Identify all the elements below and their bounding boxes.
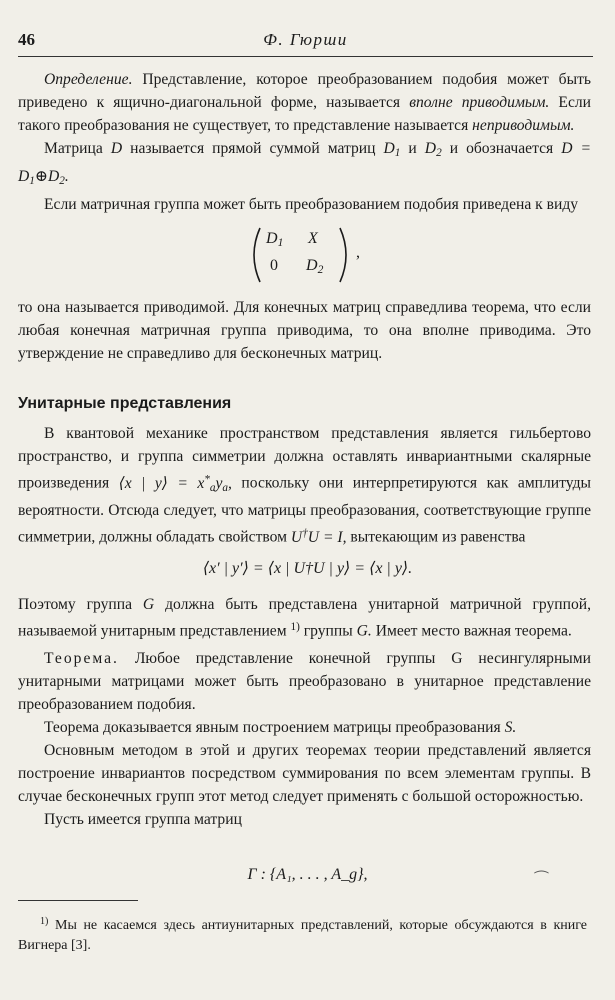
definition-term-irreducible: неприводимым. — [472, 117, 575, 134]
running-head: Ф. Гюрши — [263, 30, 348, 49]
let-paragraph: Пусть имеется группа матриц — [44, 810, 242, 828]
rep-text-2: должна быть представлена унитарной матричной группой, называемой унитарным представлением — [18, 596, 591, 640]
proof-paragraph — [18, 716, 591, 739]
pencil-mark: ⁀ — [535, 872, 548, 889]
equation-main: ⟨x′ | y′⟩ = ⟨x | U†U | y⟩ = ⟨x | y⟩. — [202, 560, 413, 577]
rep-text-3: группы — [303, 622, 353, 640]
unitary-text-3: вытекающим из равенства — [350, 529, 526, 547]
definition-block — [18, 68, 591, 216]
matrix-cell-d1: $D_1$ — [266, 230, 284, 249]
equation-group: Γ : {A₁, . . . , A_g}, — [247, 866, 368, 883]
matrix-cell-d2: $D_2$ — [306, 257, 324, 276]
footnote-ref[interactable]: 1) — [290, 621, 300, 633]
rep-text-4: Имеет место важная теорема. — [375, 622, 572, 640]
definition-term: Определение. — [44, 71, 133, 88]
block-matrix — [250, 226, 360, 284]
definition-text-2: Если такого преобразования не существует, то представление называется — [18, 94, 591, 134]
var-D2: $D_2$ — [424, 140, 442, 159]
unitary-text-1: В квантовой механике пространством представления является гильбертово пространство, и группа симметрии должна оставлять инвариантными скалярные произведения — [18, 425, 591, 492]
theorem-block — [18, 593, 591, 831]
direct-sum-formula: $D = D_1\oplus D_2$. — [18, 140, 592, 187]
var-D: D — [110, 140, 123, 157]
footnote — [18, 912, 587, 956]
sum-text-3: и — [408, 140, 417, 157]
definition-term-fully-reducible: вполне приводимым. — [409, 94, 550, 111]
footnote-text: Мы не касаемся здесь антиунитарных представлений, которые обсуждаются в книге Вигнера [3]. — [18, 918, 587, 954]
var-D1: $D_1$ — [383, 140, 401, 159]
sum-text-4: и обозначается — [449, 140, 554, 157]
matrix-cell-zero: 0 — [270, 257, 278, 274]
footnote-rule — [18, 900, 138, 901]
scalar-product-formula: ⟨x | y⟩ = $x^*_ay_a$, — [118, 473, 232, 494]
definition-paragraph — [18, 68, 591, 137]
group-paragraph: Если матричная группа может быть преобразованием подобия приведена к виду — [44, 195, 579, 213]
var-G-2: G. — [356, 622, 372, 640]
unitary-paragraph — [18, 422, 591, 549]
unitary-text-2: поскольку они интерпретируются как амплитуды вероятности. Отсюда следует, что матрицы преобразования, соответствующие группе симметрии, должны обладать свойством — [18, 474, 591, 547]
header-rule — [18, 56, 593, 57]
reducible-block — [18, 296, 591, 365]
rep-text-1: Поэтому группа — [18, 596, 133, 613]
sum-text-2: называется прямой суммой матриц — [130, 140, 376, 157]
page-number: 46 — [18, 30, 35, 49]
sum-text-1: Матрица — [44, 140, 103, 157]
footnote-mark: 1) — [40, 916, 49, 927]
matrix-cell-x: X — [308, 230, 318, 247]
section-title: Унитарные представления — [18, 395, 232, 412]
method-paragraph: Основным методом в этой и других теоремах теории представлений является построение инвариантов посредством суммирования по всем элементам группы. В случае бесконечных групп этот метод следует применять с большой осторожностью. — [18, 741, 591, 805]
theorem-paragraph — [18, 647, 591, 716]
var-G: G — [142, 596, 155, 613]
matrix-comma: , — [356, 244, 360, 261]
unitary-block — [18, 422, 591, 549]
footnote-paragraph — [18, 912, 587, 956]
page-header — [18, 30, 593, 52]
unitarity-formula: U†U = I, — [290, 527, 347, 547]
unitary-rep-paragraph — [18, 593, 591, 643]
theorem-text: Любое представление конечной группы G несингулярными унитарными матрицами может быть преобразовано в унитарное представление преобразованием подобия. — [18, 649, 591, 713]
matrix-brackets — [250, 226, 350, 284]
theorem-word: Теорема. — [44, 649, 119, 667]
reducible-paragraph: то она называется приводимой. Для конечных матриц справедлива теорема, что если любая конечная матричная группа приводима, то она вполне приводима. Это утверждение не справедливо для бесконечных матриц. — [18, 299, 591, 362]
var-S: S. — [504, 718, 517, 736]
proof-text: Теорема доказывается явным построением матрицы преобразования — [44, 718, 501, 736]
definition-text-1: Представление, которое преобразованием подобия может быть приведено к ящично-диагональной форме, называется — [18, 71, 591, 111]
direct-sum-paragraph — [18, 137, 591, 193]
